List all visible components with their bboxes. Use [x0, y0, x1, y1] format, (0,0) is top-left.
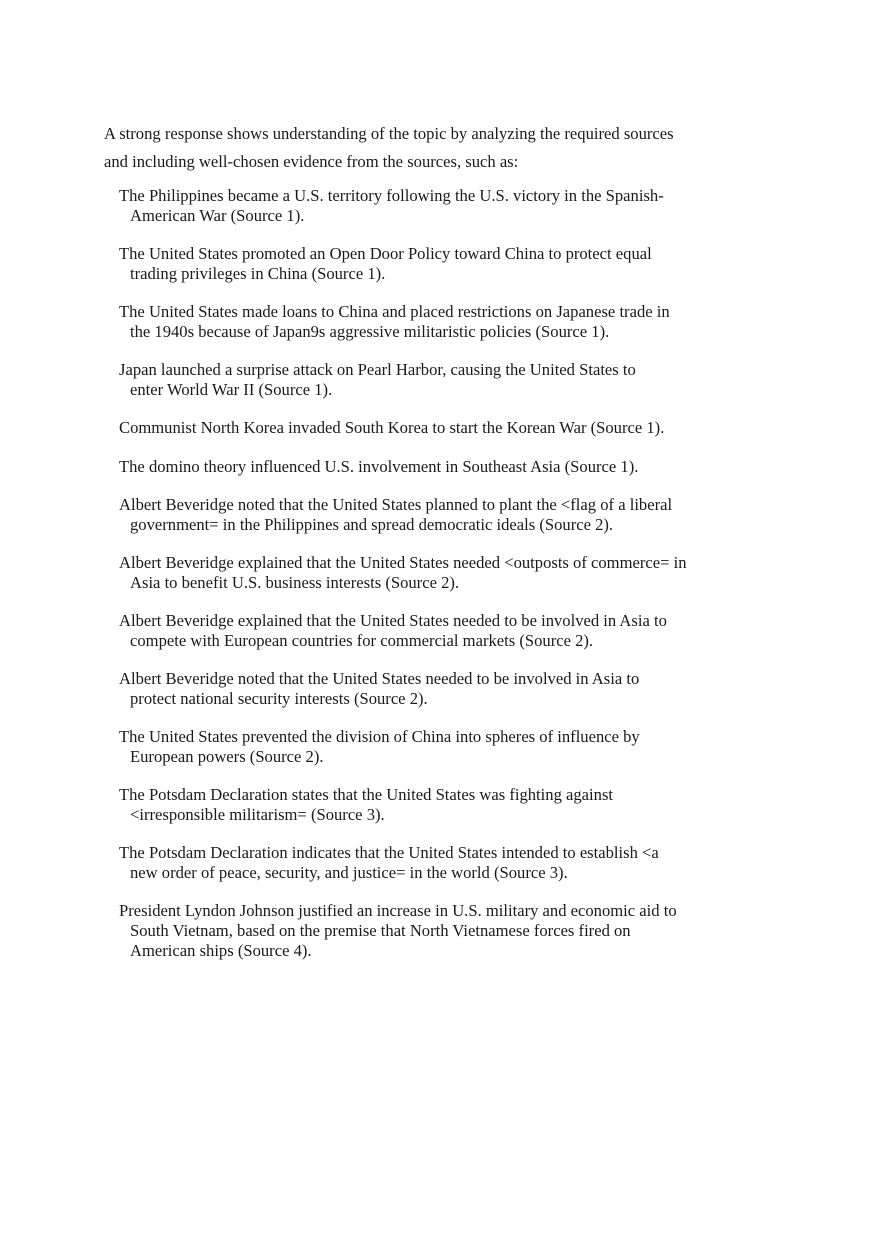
evidence-item	[119, 611, 739, 651]
evidence-line: President Lyndon Johnson justified an increase in U.S. military and economic aid to	[119, 901, 677, 920]
intro-line: and including well-chosen evidence from the sources, such as:	[104, 152, 519, 171]
evidence-item	[119, 360, 739, 400]
evidence-line: The United States made loans to China and placed restrictions on Japanese trade in	[119, 302, 670, 321]
evidence-line: government= in the Philippines and spread democratic ideals (Source 2).	[130, 515, 614, 534]
evidence-line: Albert Beveridge noted that the United States planned to plant the <flag of a liberal	[119, 495, 673, 514]
evidence-line: The Potsdam Declaration states that the United States was fighting against	[119, 785, 614, 804]
evidence-line: Asia to benefit U.S. business interests (Source 2).	[130, 573, 460, 592]
intro-line: A strong response shows understanding of the topic by analyzing the required sources	[104, 124, 674, 143]
evidence-line: American ships (Source 4).	[130, 941, 312, 960]
evidence-line: new order of peace, security, and justice= in the world (Source 3).	[130, 863, 568, 882]
evidence-item	[119, 418, 739, 438]
evidence-item	[119, 186, 739, 226]
evidence-line: The Potsdam Declaration indicates that the United States intended to establish <a	[119, 843, 659, 862]
evidence-line: the 1940s because of Japan9s aggressive militaristic policies (Source 1).	[130, 322, 610, 341]
evidence-line: Japan launched a surprise attack on Pearl Harbor, causing the United States to	[119, 360, 636, 379]
evidence-line: trading privileges in China (Source 1).	[130, 264, 386, 283]
intro-paragraph	[104, 120, 744, 176]
evidence-item	[119, 843, 739, 883]
evidence-item	[119, 553, 739, 593]
evidence-item	[119, 669, 739, 709]
evidence-item	[119, 785, 739, 825]
evidence-item	[119, 495, 739, 535]
evidence-line: American War (Source 1).	[130, 206, 305, 225]
evidence-line: The United States prevented the division of China into spheres of influence by	[119, 727, 640, 746]
evidence-item	[119, 727, 739, 767]
evidence-line: Albert Beveridge noted that the United States needed to be involved in Asia to	[119, 669, 640, 688]
evidence-line: <irresponsible militarism= (Source 3).	[130, 805, 385, 824]
evidence-line: European powers (Source 2).	[130, 747, 324, 766]
evidence-list	[119, 186, 739, 961]
evidence-line: Albert Beveridge explained that the United States needed <outposts of commerce= in	[119, 553, 687, 572]
evidence-line: South Vietnam, based on the premise that North Vietnamese forces fired on	[130, 921, 631, 940]
evidence-line: Communist North Korea invaded South Korea to start the Korean War (Source 1).	[119, 418, 665, 437]
evidence-line: enter World War II (Source 1).	[130, 380, 333, 399]
evidence-line: The domino theory influenced U.S. involvement in Southeast Asia (Source 1).	[119, 457, 639, 476]
evidence-item	[119, 302, 739, 342]
evidence-line: Albert Beveridge explained that the United States needed to be involved in Asia to	[119, 611, 667, 630]
evidence-line: The United States promoted an Open Door Policy toward China to protect equal	[119, 244, 652, 263]
evidence-line: compete with European countries for commercial markets (Source 2).	[130, 631, 594, 650]
evidence-item	[119, 901, 739, 961]
evidence-line: protect national security interests (Source 2).	[130, 689, 428, 708]
evidence-line: The Philippines became a U.S. territory following the U.S. victory in the Spanish-	[119, 186, 664, 205]
evidence-item	[119, 244, 739, 284]
evidence-item	[119, 457, 739, 477]
